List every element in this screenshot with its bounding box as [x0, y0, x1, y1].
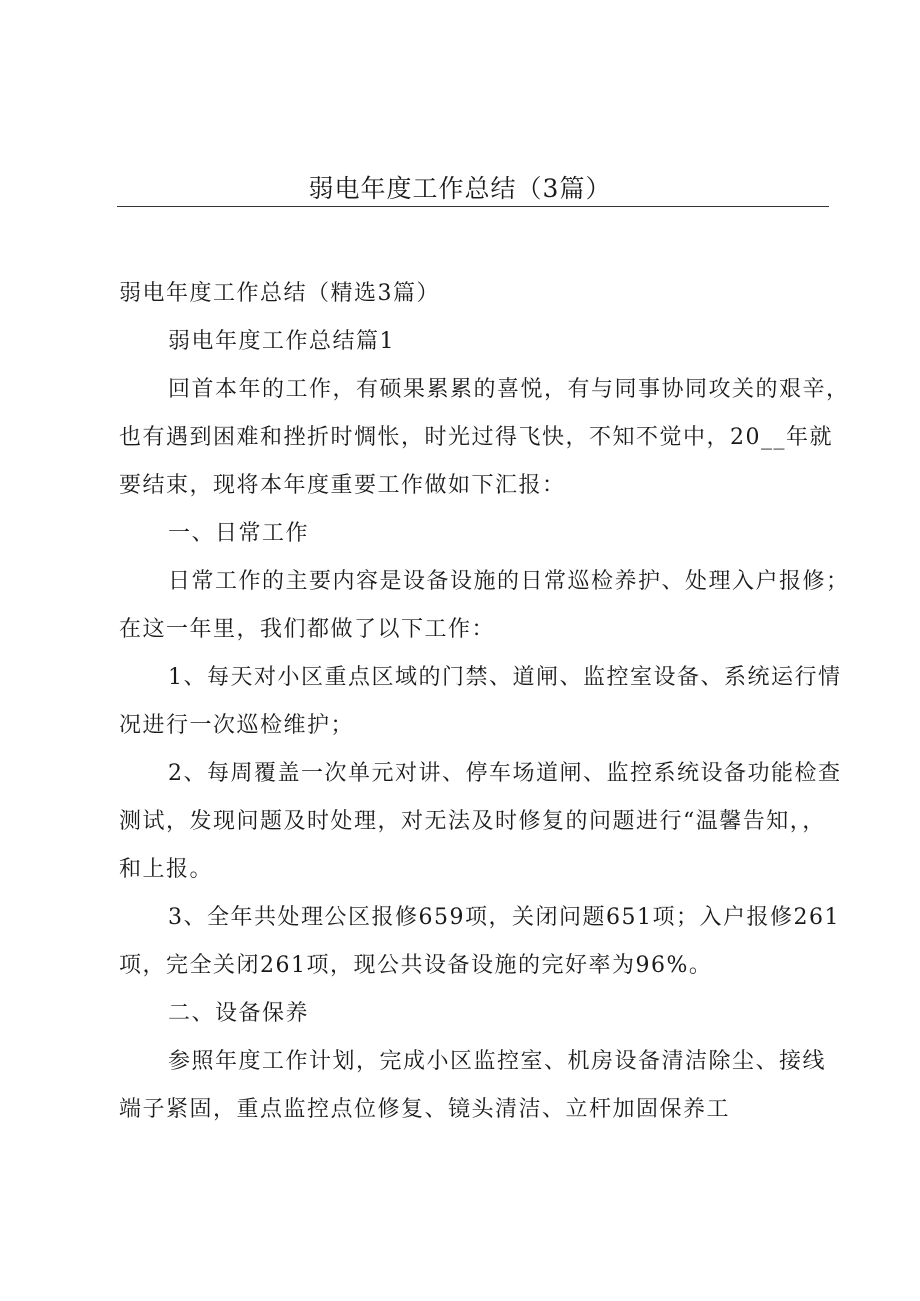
paragraph-line: 况进行一次巡检维护； [119, 713, 355, 738]
paragraph-line: 在这一年里，我们都做了以下工作： [119, 617, 496, 642]
paragraph-line: 参照年度工作计划，完成小区监控室、机房设备清洁除尘、接线 [168, 1049, 827, 1074]
subsection-heading-text: 一、日常工作 [168, 521, 310, 546]
paragraph [119, 1046, 831, 1126]
list-item [119, 758, 842, 886]
document-title: 弱电年度工作总结（3篇） [308, 174, 612, 203]
paragraph-line: 和上报。 [119, 857, 214, 882]
list-item [119, 662, 842, 742]
paragraph-line: 测试，发现问题及时处理，对无法及时修复的问题进行“温馨告知，， [119, 809, 826, 834]
subsection-heading [119, 998, 831, 1030]
title-underline [117, 206, 829, 207]
paragraph-line: 日常工作的主要内容是设备设施的日常巡检养护、处理入户报修； [168, 569, 850, 594]
paragraph-line: 项，完全关闭261项，现公共设备设施的完好率为96%。 [119, 953, 713, 978]
paragraph-line: 1、每天对小区重点区域的门禁、道闸、监控室设备、系统运行情 [168, 665, 842, 690]
paragraph [119, 566, 850, 646]
paragraph [119, 374, 850, 502]
paragraph-line: 要结束，现将本年度重要工作做如下汇报： [119, 473, 566, 498]
list-item [119, 902, 840, 982]
document-body [119, 278, 850, 1142]
paragraph-line: 3、全年共处理公区报修659项，关闭问题651项；入户报修261 [168, 905, 840, 930]
paragraph-line: 也有遇到困难和挫折时惆怅，时光过得飞快，不知不觉中，20__年就 [119, 425, 833, 450]
paragraph-line: 2、每周覆盖一次单元对讲、停车场道闸、监控系统设备功能检查 [168, 761, 842, 786]
paragraph-line: 端子紧固，重点监控点位修复、镜头清洁、立杆加固保养工 [119, 1097, 731, 1122]
document-subtitle: 弱电年度工作总结（精选3篇） [119, 281, 440, 306]
paragraph-line: 回首本年的工作，有硕果累累的喜悦，有与同事协同攻关的艰辛， [168, 377, 850, 402]
section-heading: 弱电年度工作总结篇1 [168, 329, 395, 354]
subsection-heading [119, 518, 831, 550]
subsection-heading-text: 二、设备保养 [168, 1001, 310, 1026]
